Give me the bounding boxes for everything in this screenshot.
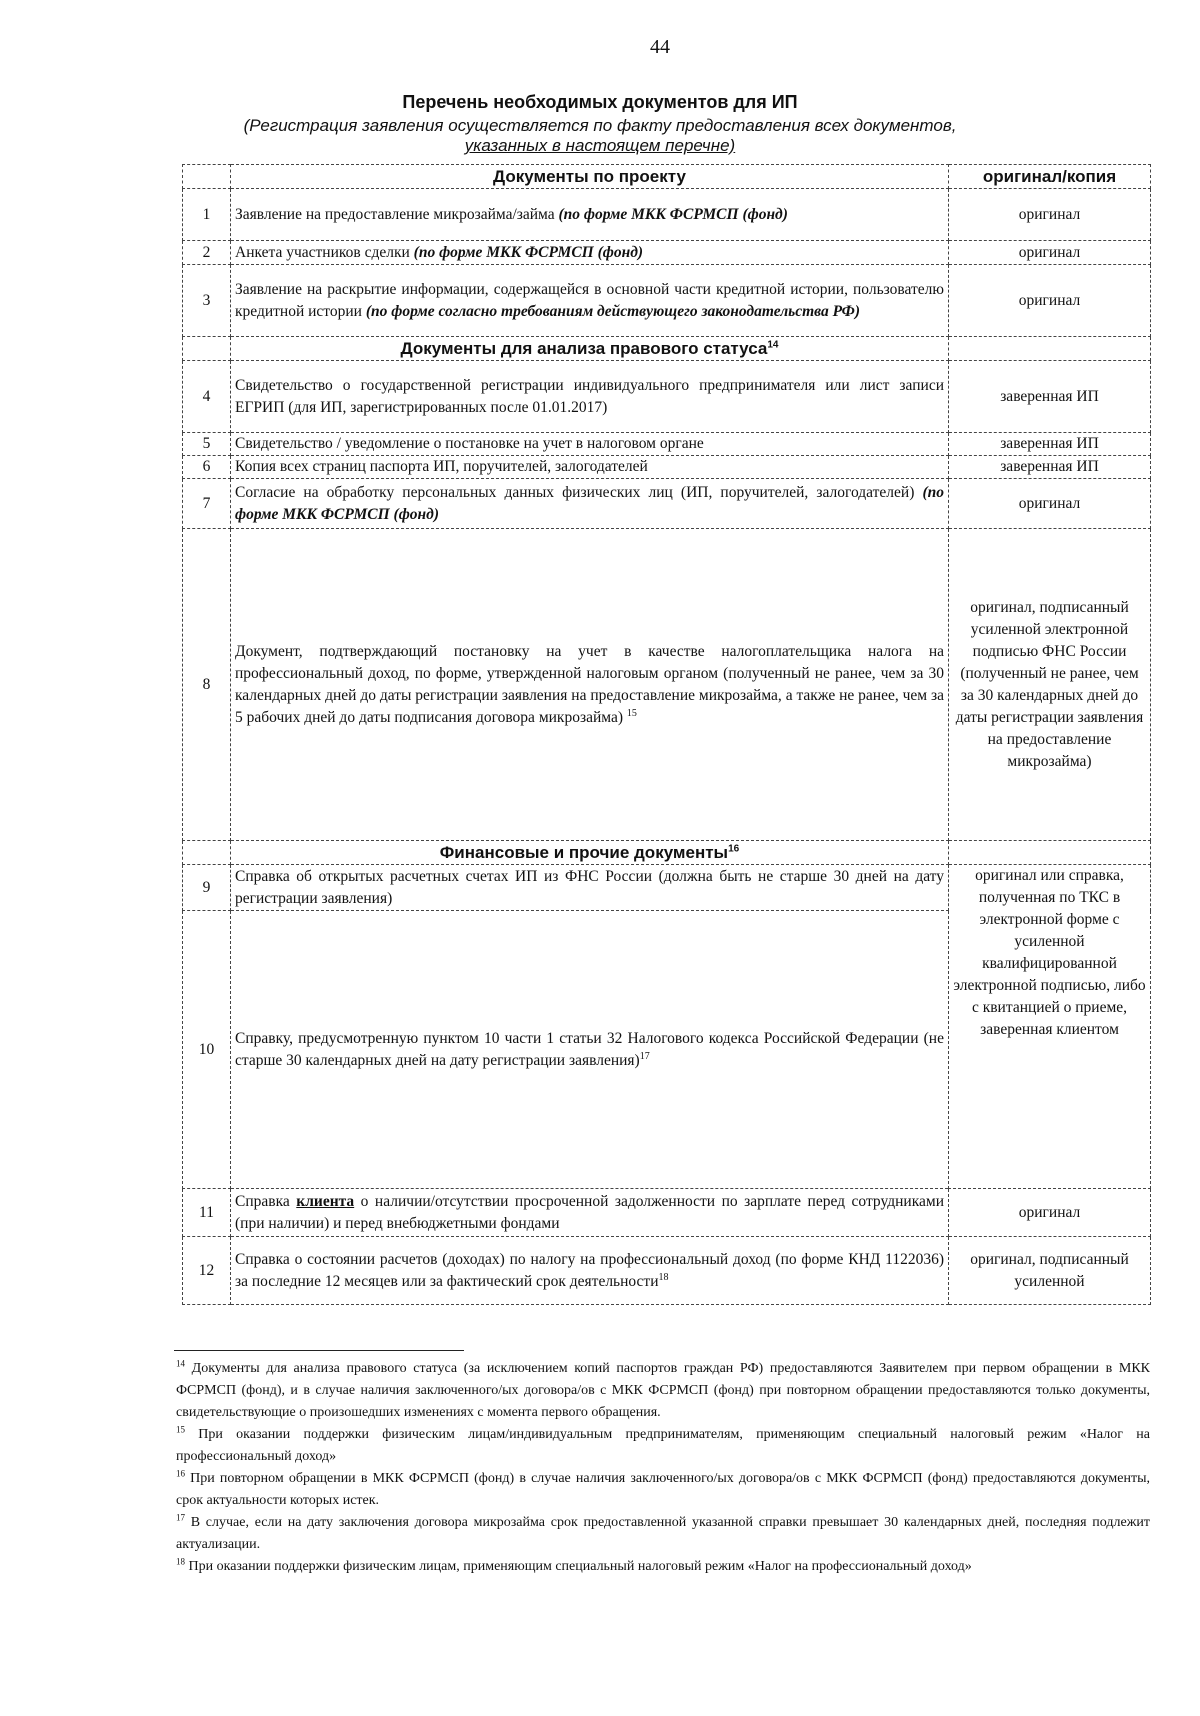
table-header-row — [183, 165, 1151, 189]
table-row — [183, 433, 1151, 456]
row-description: Документ, подтверждающий постановку на учет в качестве налогоплательщика налога на профессиональный доход, по форме, утвержденной налоговым органом (полученный не ранее, чем за 30 календарных дней до даты регистрации заявления на предоставление микрозайма, а также не ранее, чем за 5 рабочих дней до даты подписания договора микрозайма) $^{15}$ — [231, 529, 949, 841]
row-description: Свидетельство / уведомление о постановке на учет в налоговом органе — [231, 433, 949, 456]
header-num-cell — [183, 165, 231, 189]
row-status: заверенная ИП — [949, 361, 1151, 433]
row-description: Свидетельство о государственной регистрации индивидуального предпринимателя или лист записи ЕГРИП (для ИП, зарегистрированных после 01.01.2017) — [231, 361, 949, 433]
section-title-legal: Документы для анализа правового статуса$^{14}$ — [231, 337, 949, 361]
row-number: 12 — [183, 1237, 231, 1305]
row-number: 9 — [183, 865, 231, 911]
table-row — [183, 1237, 1151, 1305]
row-status: оригинал или справка, полученная по ТКС в электронной форме с усиленной квалифицированной электронной подписью, либо с квитанцией о приеме, заверенная клиентом — [949, 865, 1151, 1189]
row-status: оригинал — [949, 479, 1151, 529]
row-status: заверенная ИП — [949, 433, 1151, 456]
section-num-cell — [183, 841, 231, 865]
row-number: 11 — [183, 1189, 231, 1237]
row-status: оригинал — [949, 241, 1151, 265]
table-row — [183, 529, 1151, 841]
row-description: Заявление на предоставление микрозайма/займа (по форме МКК ФСРМСП (фонд) — [231, 189, 949, 241]
footnote: $^{17}$ В случае, если на дату заключения договора микрозайма срок предоставленной указанной справки превышает 30 календарных дней, последняя подлежит актуализации. — [176, 1512, 1150, 1552]
row-status: оригинал — [949, 265, 1151, 337]
table-row — [183, 479, 1151, 529]
row-status: заверенная ИП — [949, 456, 1151, 479]
row-status: оригинал — [949, 1189, 1151, 1237]
row-description: Копия всех страниц паспорта ИП, поручителей, залогодателей — [231, 456, 949, 479]
row-number: 4 — [183, 361, 231, 433]
row-status: оригинал, подписанный усиленной — [949, 1237, 1151, 1305]
footnote: $^{15}$ При оказании поддержки физическим лицам/индивидуальным предпринимателям, применяющим специальный налоговый режим «Налог на профессиональный доход» — [176, 1424, 1150, 1464]
row-description: Согласие на обработку персональных данных физических лиц (ИП, поручителей, залогодателей) (по форме МКК ФСРМСП (фонд) — [231, 479, 949, 529]
row-description: Заявление на раскрытие информации, содержащейся в основной части кредитной истории, пользователю кредитной истории (по форме согласно требованиям действующего законодательства РФ) — [231, 265, 949, 337]
header-status: оригинал/копия — [949, 165, 1151, 189]
footnote-separator — [174, 1350, 464, 1351]
section-status-cell — [949, 841, 1151, 865]
row-description: Анкета участников сделки (по форме МКК ФСРМСП (фонд) — [231, 241, 949, 265]
footnote: $^{16}$ При повторном обращении в МКК ФСРМСП (фонд) в случае наличия заключенного/ых договора/ов с МКК ФСРМСП (фонд) предоставляются документы, срок актуальности которых истек. — [176, 1468, 1150, 1508]
row-status: оригинал, подписанный усиленной электронной подписью ФНС России (полученный не ранее, чем за 30 календарных дней до даты регистрации заявления на предоставление микрозайма) — [949, 529, 1151, 841]
row-status: оригинал — [949, 189, 1151, 241]
row-description: Справка о состоянии расчетов (доходах) по налогу на профессиональный доход (по форме КНД 1122036) за последние 12 месяцев или за фактический срок деятельности$^{18}$ — [231, 1237, 949, 1305]
row-number: 2 — [183, 241, 231, 265]
footnote-ref: 17 — [639, 1050, 650, 1062]
page-number: 44 — [650, 36, 670, 58]
table-row — [183, 241, 1151, 265]
footnotes — [176, 1358, 1150, 1578]
section-status-cell — [949, 337, 1151, 361]
section-row-legal — [183, 337, 1151, 361]
documents-table — [182, 164, 1151, 1305]
row-description: Справку, предусмотренную пунктом 10 части 1 статьи 32 Налогового кодекса Российской Федерации (не старше 30 календарных дней на дату регистрации заявления)$^{17}$ — [231, 911, 949, 1189]
footnote-ref: 18 — [658, 1271, 669, 1283]
section-title-finance: Финансовые и прочие документы$^{16}$ — [231, 841, 949, 865]
section-num-cell — [183, 337, 231, 361]
footnote-ref: 14 — [767, 338, 779, 350]
table-row — [183, 1189, 1151, 1237]
section-row-finance — [183, 841, 1151, 865]
row-number: 1 — [183, 189, 231, 241]
document-title: Перечень необходимых документов для ИП — [402, 92, 798, 112]
document-subtitle — [0, 116, 1200, 156]
table-row — [183, 456, 1151, 479]
row-description: Справка клиента о наличии/отсутствии просроченной задолженности по зарплате перед сотрудниками (при наличии) и перед внебюджетными фондами — [231, 1189, 949, 1237]
header-documents: Документы по проекту — [231, 165, 949, 189]
row-number: 5 — [183, 433, 231, 456]
row-number: 3 — [183, 265, 231, 337]
row-description: Справка об открытых расчетных счетах ИП из ФНС России (должна быть не старше 30 дней на дату регистрации заявления) — [231, 865, 949, 911]
footnote: $^{18}$ При оказании поддержки физическим лицам, применяющим специальный налоговый режим «Налог на профессиональный доход» — [176, 1556, 972, 1574]
table-row — [183, 189, 1151, 241]
row-number: 10 — [183, 911, 231, 1189]
table-row — [183, 265, 1151, 337]
subtitle-line-2: указанных в настоящем перечне) — [464, 136, 736, 155]
table-row — [183, 361, 1151, 433]
footnote: $^{14}$ Документы для анализа правового статуса (за исключением копий паспортов граждан РФ) предоставляются Заявителем при первом обращении в МКК ФСРМСП (фонд), и в случае наличия заключенного/ых договора/ов с МКК ФСРМСП (фонд) при повторном обращении предоставляются только документы, свидетельствующие о произошедших изменениях с момента первого обращения. — [176, 1358, 1150, 1420]
footnote-ref: 16 — [728, 842, 740, 854]
subtitle-line-1: (Регистрация заявления осуществляется по факту предоставления всех документов, — [243, 116, 957, 135]
row-number: 7 — [183, 479, 231, 529]
table-row — [183, 865, 1151, 911]
footnote-ref: 15 — [626, 707, 637, 719]
row-number: 8 — [183, 529, 231, 841]
row-number: 6 — [183, 456, 231, 479]
